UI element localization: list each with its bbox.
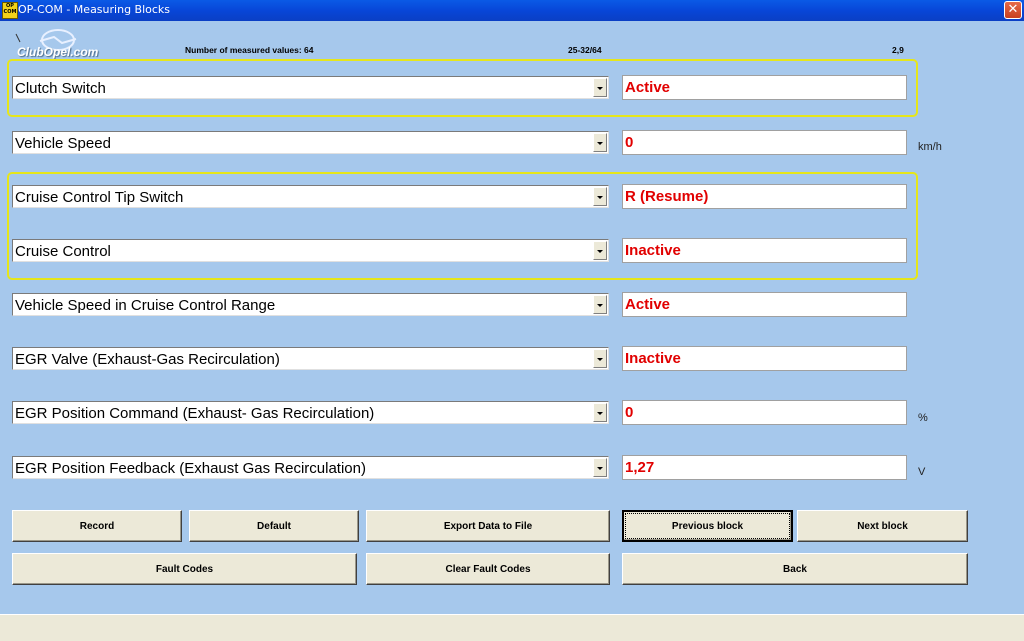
measuring-select-2[interactable] <box>12 131 609 154</box>
value-field-1 <box>622 75 907 100</box>
measuring-select-3[interactable] <box>12 185 609 208</box>
value-text: Inactive <box>625 242 681 259</box>
default-button[interactable]: Default <box>189 510 359 542</box>
value-text: 1,27 <box>625 459 655 476</box>
window-title: OP-COM - Measuring Blocks <box>18 3 171 16</box>
previous-block-button[interactable]: Previous block <box>622 510 793 542</box>
measuring-select-4[interactable] <box>12 239 609 262</box>
measuring-select-8[interactable] <box>12 456 609 479</box>
value-text: Inactive <box>625 350 681 367</box>
value-field-5 <box>622 292 907 317</box>
status-bar <box>0 614 1024 641</box>
opcom-app-icon: OP COM <box>2 2 18 19</box>
back-button[interactable]: Back <box>622 553 968 585</box>
block-range: 25-32/64 <box>568 45 602 55</box>
clear-fault-codes-button[interactable]: Clear Fault Codes <box>366 553 610 585</box>
chevron-down-icon[interactable] <box>593 78 607 97</box>
value-text: Active <box>625 79 671 96</box>
record-button[interactable]: Record <box>12 510 182 542</box>
chevron-down-icon[interactable] <box>593 187 607 206</box>
measuring-select-label: Vehicle Speed <box>15 135 111 152</box>
chevron-down-icon[interactable] <box>593 349 607 368</box>
measuring-select-label: Cruise Control Tip Switch <box>15 189 184 206</box>
chevron-down-icon[interactable] <box>593 458 607 477</box>
measuring-select-5[interactable] <box>12 293 609 316</box>
measuring-select-label: Clutch Switch <box>15 80 106 97</box>
value-text: R (Resume) <box>625 188 709 205</box>
measuring-select-7[interactable] <box>12 401 609 424</box>
value-field-3 <box>622 184 907 209</box>
measuring-select-6[interactable] <box>12 347 609 370</box>
measuring-select-label: EGR Valve (Exhaust-Gas Recirculation) <box>15 351 280 368</box>
unit-label-7: % <box>918 412 928 424</box>
unit-label-2: km/h <box>918 141 942 153</box>
refresh-rate: 2,9 <box>892 45 904 55</box>
export-data-button[interactable]: Export Data to File <box>366 510 610 542</box>
logo-text: ClubOpel.com <box>17 45 99 59</box>
chevron-down-icon[interactable] <box>593 295 607 314</box>
value-field-8 <box>622 455 907 480</box>
value-field-6 <box>622 346 907 371</box>
value-field-2 <box>622 130 907 155</box>
value-field-7 <box>622 400 907 425</box>
measured-values-count: Number of measured values: 64 <box>185 45 314 55</box>
value-text: Active <box>625 296 671 313</box>
clubopel-logo <box>14 24 114 60</box>
close-button[interactable]: ✕ <box>1004 1 1022 19</box>
value-text: 0 <box>625 404 634 421</box>
chevron-down-icon[interactable] <box>593 133 607 152</box>
chevron-down-icon[interactable] <box>593 241 607 260</box>
value-field-4 <box>622 238 907 263</box>
measuring-select-label: Cruise Control <box>15 243 111 260</box>
title-bar <box>0 0 1024 21</box>
measuring-select-label: Vehicle Speed in Cruise Control Range <box>15 297 276 314</box>
fault-codes-button[interactable]: Fault Codes <box>12 553 357 585</box>
measuring-select-label: EGR Position Feedback (Exhaust Gas Recirculation) <box>15 460 366 477</box>
unit-label-8: V <box>918 466 926 478</box>
next-block-button[interactable]: Next block <box>797 510 968 542</box>
value-text: 0 <box>625 134 634 151</box>
chevron-down-icon[interactable] <box>593 403 607 422</box>
measuring-select-label: EGR Position Command (Exhaust- Gas Recirculation) <box>15 405 375 422</box>
measuring-select-1[interactable] <box>12 76 609 99</box>
